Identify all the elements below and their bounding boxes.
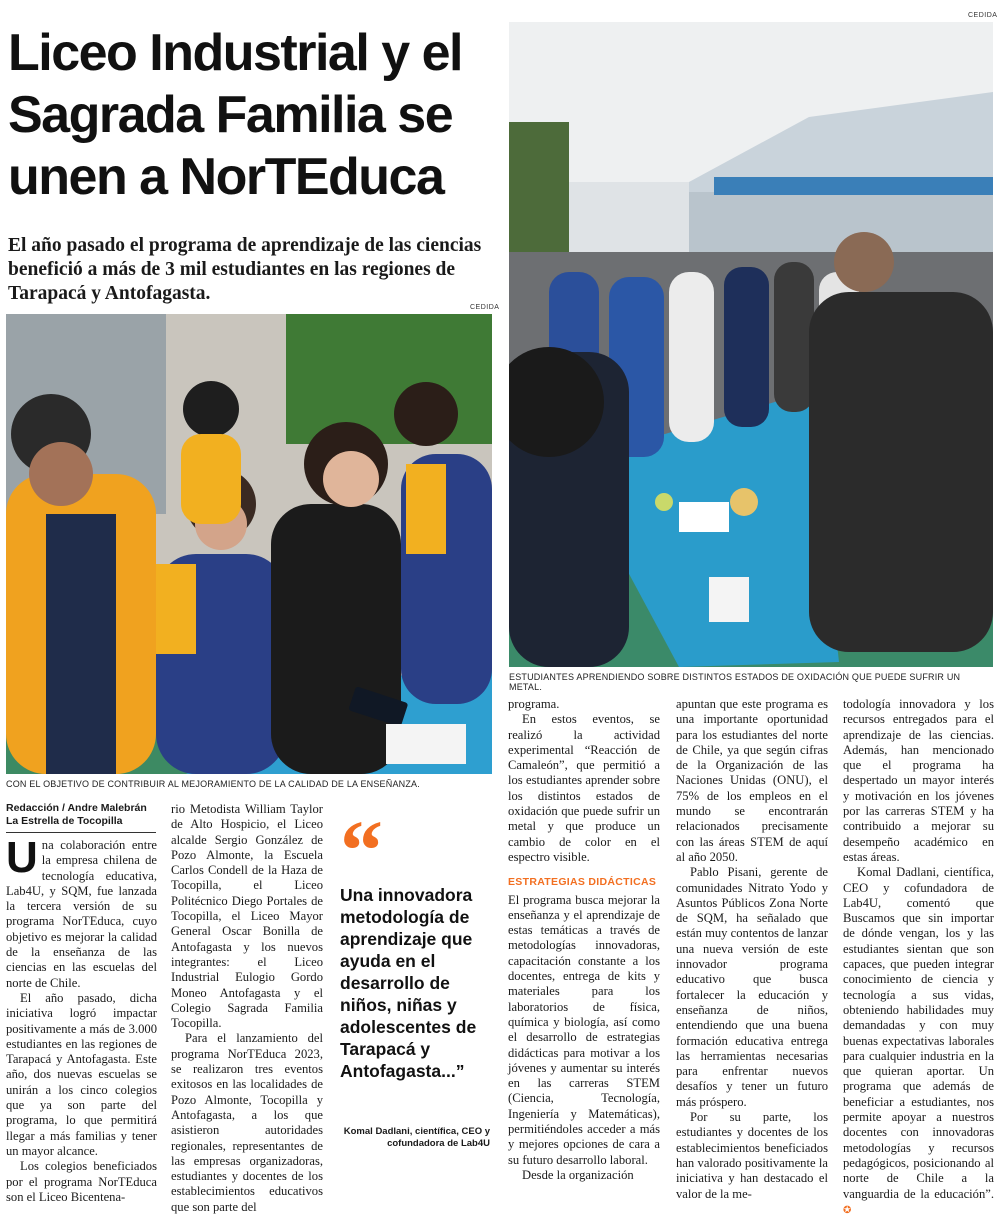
column-3 (508, 697, 660, 1183)
col4-paragraph-3: Por su parte, los estudiantes y docentes de los establecimientos beneficiados han valorado positivamente la iniciativa y han destacado el valor de la me- (676, 1110, 828, 1201)
col3-paragraph-1: programa. (508, 697, 560, 711)
pull-quote (340, 802, 490, 1150)
caption-right: ESTUDIANTES APRENDIENDO SOBRE DISTINTOS ESTADOS DE OXIDACIÓN QUE PUEDE SUFRIR UN METAL. (509, 672, 961, 692)
col2-paragraph-1: rio Metodista William Taylor de Alto Hospicio, el Liceo alcalde Sergio González de Pozo Almonte, la Escuela Carlos Condell de la Haza de Tocopilla, el Liceo Politécnico Diego Portales de Tocopilla, el Liceo Mayor General Oscar Bonilla de Antofagasta y los nuevos integrantes: el Liceo Industrial Eulogio Gordo Moneo Antofagasta y el Colegio Sagrada Familia Tocopilla. (171, 802, 323, 1031)
photo-students-experiment-illustration (509, 22, 993, 667)
col5-paragraph-1: todología innovadora y los recursos entregados para el aprendizaje de las ciencias. Además, han mencionado que el programa ha despertado un mayor interés y motivación en los jóvenes por las carreras STEM y ha contribuido a mejorar su desempeño académico en estas áreas. (843, 697, 994, 864)
headline-line-2: Sagrada Familia se (8, 86, 453, 144)
headline-line-3: unen a NorTEduca (8, 148, 444, 206)
column-5 (843, 697, 994, 1218)
byline (6, 802, 156, 828)
photo-students-experiment (509, 22, 993, 667)
photo-students-group (6, 314, 492, 774)
col3-paragraph-3: El programa busca mejorar la enseñanza y el aprendizaje de estas temáticas a través de metodologías innovadoras, capacitación constante a los docentes, entrega de kits y materiales para los laboratorios de física, química y biología, así como el desarrollo de estrategias didácticas para motivar a los jóvenes y aumentar su interés en las carreras STEM (Ciencia, Tecnología, Ingeniería y Matemáticas), permitiéndoles acceder a más y mejores opciones de cara a su futuro desarrollo laboral. (508, 892, 660, 1167)
byline-author: Redacción / Andre Malebrán (6, 802, 147, 814)
subhead-estrategias: ESTRATEGIAS DIDÁCTICAS (508, 876, 657, 889)
caption-left: CON EL OBJETIVO DE CONTRIBUIR AL MEJORAMIENTO DE LA CALIDAD DE LA ENSEÑANZA. (6, 779, 420, 789)
column-1 (6, 833, 157, 1205)
quote-attribution: Komal Dadlani, científica, CEO y cofundadora de Lab4U (343, 1126, 490, 1149)
col5-paragraph-2: Komal Dadlani, científica, CEO y cofundadora de Lab4U, comentó que Buscamos que sin importar de dónde vengan, los y las estudiantes sientan que son capaces, que pueden integrar conocimiento de ciencia y tecnología a sus vidas, obteniendo habilidades muy demandadas y con muy buenas expectativas laborales para cualquier industria en la que quieran aportar. Un programa que además de beneficiar a estudiantes, nos permite apoyar a nuestros docentes con innovadoras metodologías y recursos pedagógicos, posicionando al norte de Chile a la vanguardia de la educación”. ✪ (843, 865, 994, 1216)
quote-mark-icon: “ (340, 802, 383, 898)
dropcap: U (6, 833, 38, 882)
column-2 (171, 802, 323, 1215)
col3-paragraph-2: En estos eventos, se realizó la actividad experimental “Reacción de Camaleón”, que permitió a los estudiantes aprender sobre los distintos estados de oxidación que puede sufrir un metal y que produce un cambio de color en el espectro visible. (508, 712, 660, 864)
col3-paragraph-4: Desde la organización (522, 1167, 634, 1182)
deck: El año pasado el programa de aprendizaje de las ciencias benefició a más de 3 mil estudiantes en las regiones de Tarapacá y Antofagasta. (8, 235, 482, 304)
photo-students-group-illustration (6, 314, 492, 774)
col1-paragraph-3: Los colegios beneficiados por el programa NorTEduca son el Liceo Bicentena- (6, 1159, 157, 1204)
byline-outlet: La Estrella de Tocopilla (6, 815, 123, 827)
col2-paragraph-2: Para el lanzamiento del programa NorTEduca 2023, se realizaron tres eventos exitosos en las localidades de Pozo Almonte, Tocopilla y Antofagasta, a los que asistieron autoridades regionales, representantes de las empresas organizadoras, estudiantes y docentes de los establecimientos educativos que son parte del (171, 1031, 323, 1214)
quote-text: Una innovadora metodología de aprendizaje que ayuda en el desarrollo de niños, niñas y adolescentes de Tarapacá y Antofagasta...” (340, 885, 477, 1081)
photo-credit-left: CEDIDA (470, 304, 500, 311)
photo-credit-right: CEDIDA (968, 12, 998, 19)
col4-paragraph-2: Pablo Pisani, gerente de comunidades Nitrato Yodo y Asuntos Públicos Zona Norte de SQM, ha señalado que están muy contentos de lanzar una nueva versión de este innovador programa educativo que busca fortalecer la educación y enseñanza de niños, entendiendo que una buena formación educativa entrega las herramientas necesarias para enfrentar nuevos desafíos y tener un futuro más próspero. (676, 865, 828, 1109)
col4-paragraph-1: apuntan que este programa es una importante oportunidad para los estudiantes del norte de Chile, ya que según cifras de la Organización de las Naciones Unidas (ONU), el 75% de los empleos en el mundo se encontrarán relacionados precisamente con las áreas STEM de aquí al año 2050. (676, 697, 828, 864)
headline (8, 22, 508, 208)
headline-line-1: Liceo Industrial y el (8, 24, 462, 82)
col1-paragraph-2: El año pasado, dicha iniciativa logró impactar positivamente a más de 3.000 estudiantes en las regiones de Tarapacá y Antofagasta. Este año, dos nuevas escuelas se unirán a los cinco colegios que ya son parte del programa, lo que permitirá llegar a más familias y tener un mayor alcance. (6, 990, 157, 1158)
col1-paragraph-1: Una colaboración entre la empresa chilena de tecnología educativa, Lab4U, y SQM, fue lanzada la tercera versión de su programa NorTEduca, cuyo objetivo es mejorar la calidad de la enseñanza de las ciencias en las escuelas del norte de Chile. (6, 833, 157, 990)
column-4 (676, 697, 828, 1202)
end-mark-icon: ✪ (843, 1204, 852, 1216)
